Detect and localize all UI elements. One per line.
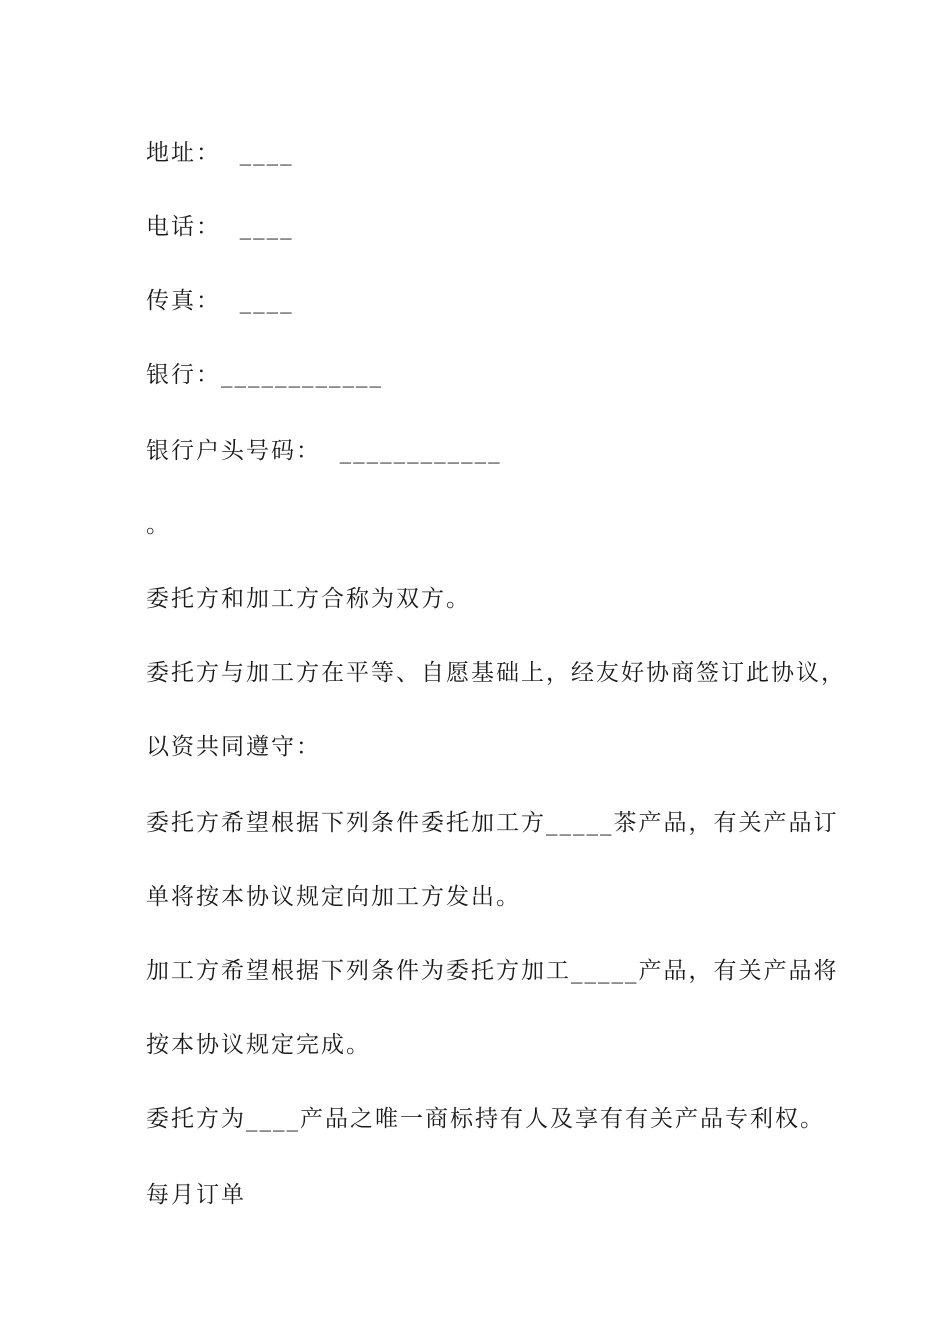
agreement-paragraph-cont: 以资共同遵守： — [146, 734, 321, 760]
processor-paragraph-cont: 按本协议规定完成。 — [146, 1032, 371, 1058]
parties-definition: 委托方和加工方合称为双方。 — [146, 586, 471, 612]
address-line: 地址： ____ — [146, 140, 294, 166]
monthly-order-heading: 每月订单 — [146, 1182, 246, 1208]
bank-account-line: 银行户头号码： ____________ — [146, 438, 502, 464]
processor-paragraph: 加工方希望根据下列条件为委托方加工_____产品，有关产品将 — [146, 958, 839, 984]
bank-line: 银行：____________ — [146, 362, 383, 388]
fax-line: 传真： ____ — [146, 288, 294, 314]
client-paragraph: 委托方希望根据下列条件委托加工方_____茶产品，有关产品订 — [146, 810, 839, 836]
trademark-paragraph: 委托方为____产品之唯一商标持有人及享有有关产品专利权。 — [146, 1106, 825, 1132]
client-paragraph-cont: 单将按本协议规定向加工方发出。 — [146, 884, 521, 910]
agreement-paragraph: 委托方与加工方在平等、自愿基础上，经友好协商签订此协议， — [146, 660, 846, 686]
period-line: 。 — [146, 512, 171, 538]
phone-line: 电话： ____ — [146, 214, 294, 240]
